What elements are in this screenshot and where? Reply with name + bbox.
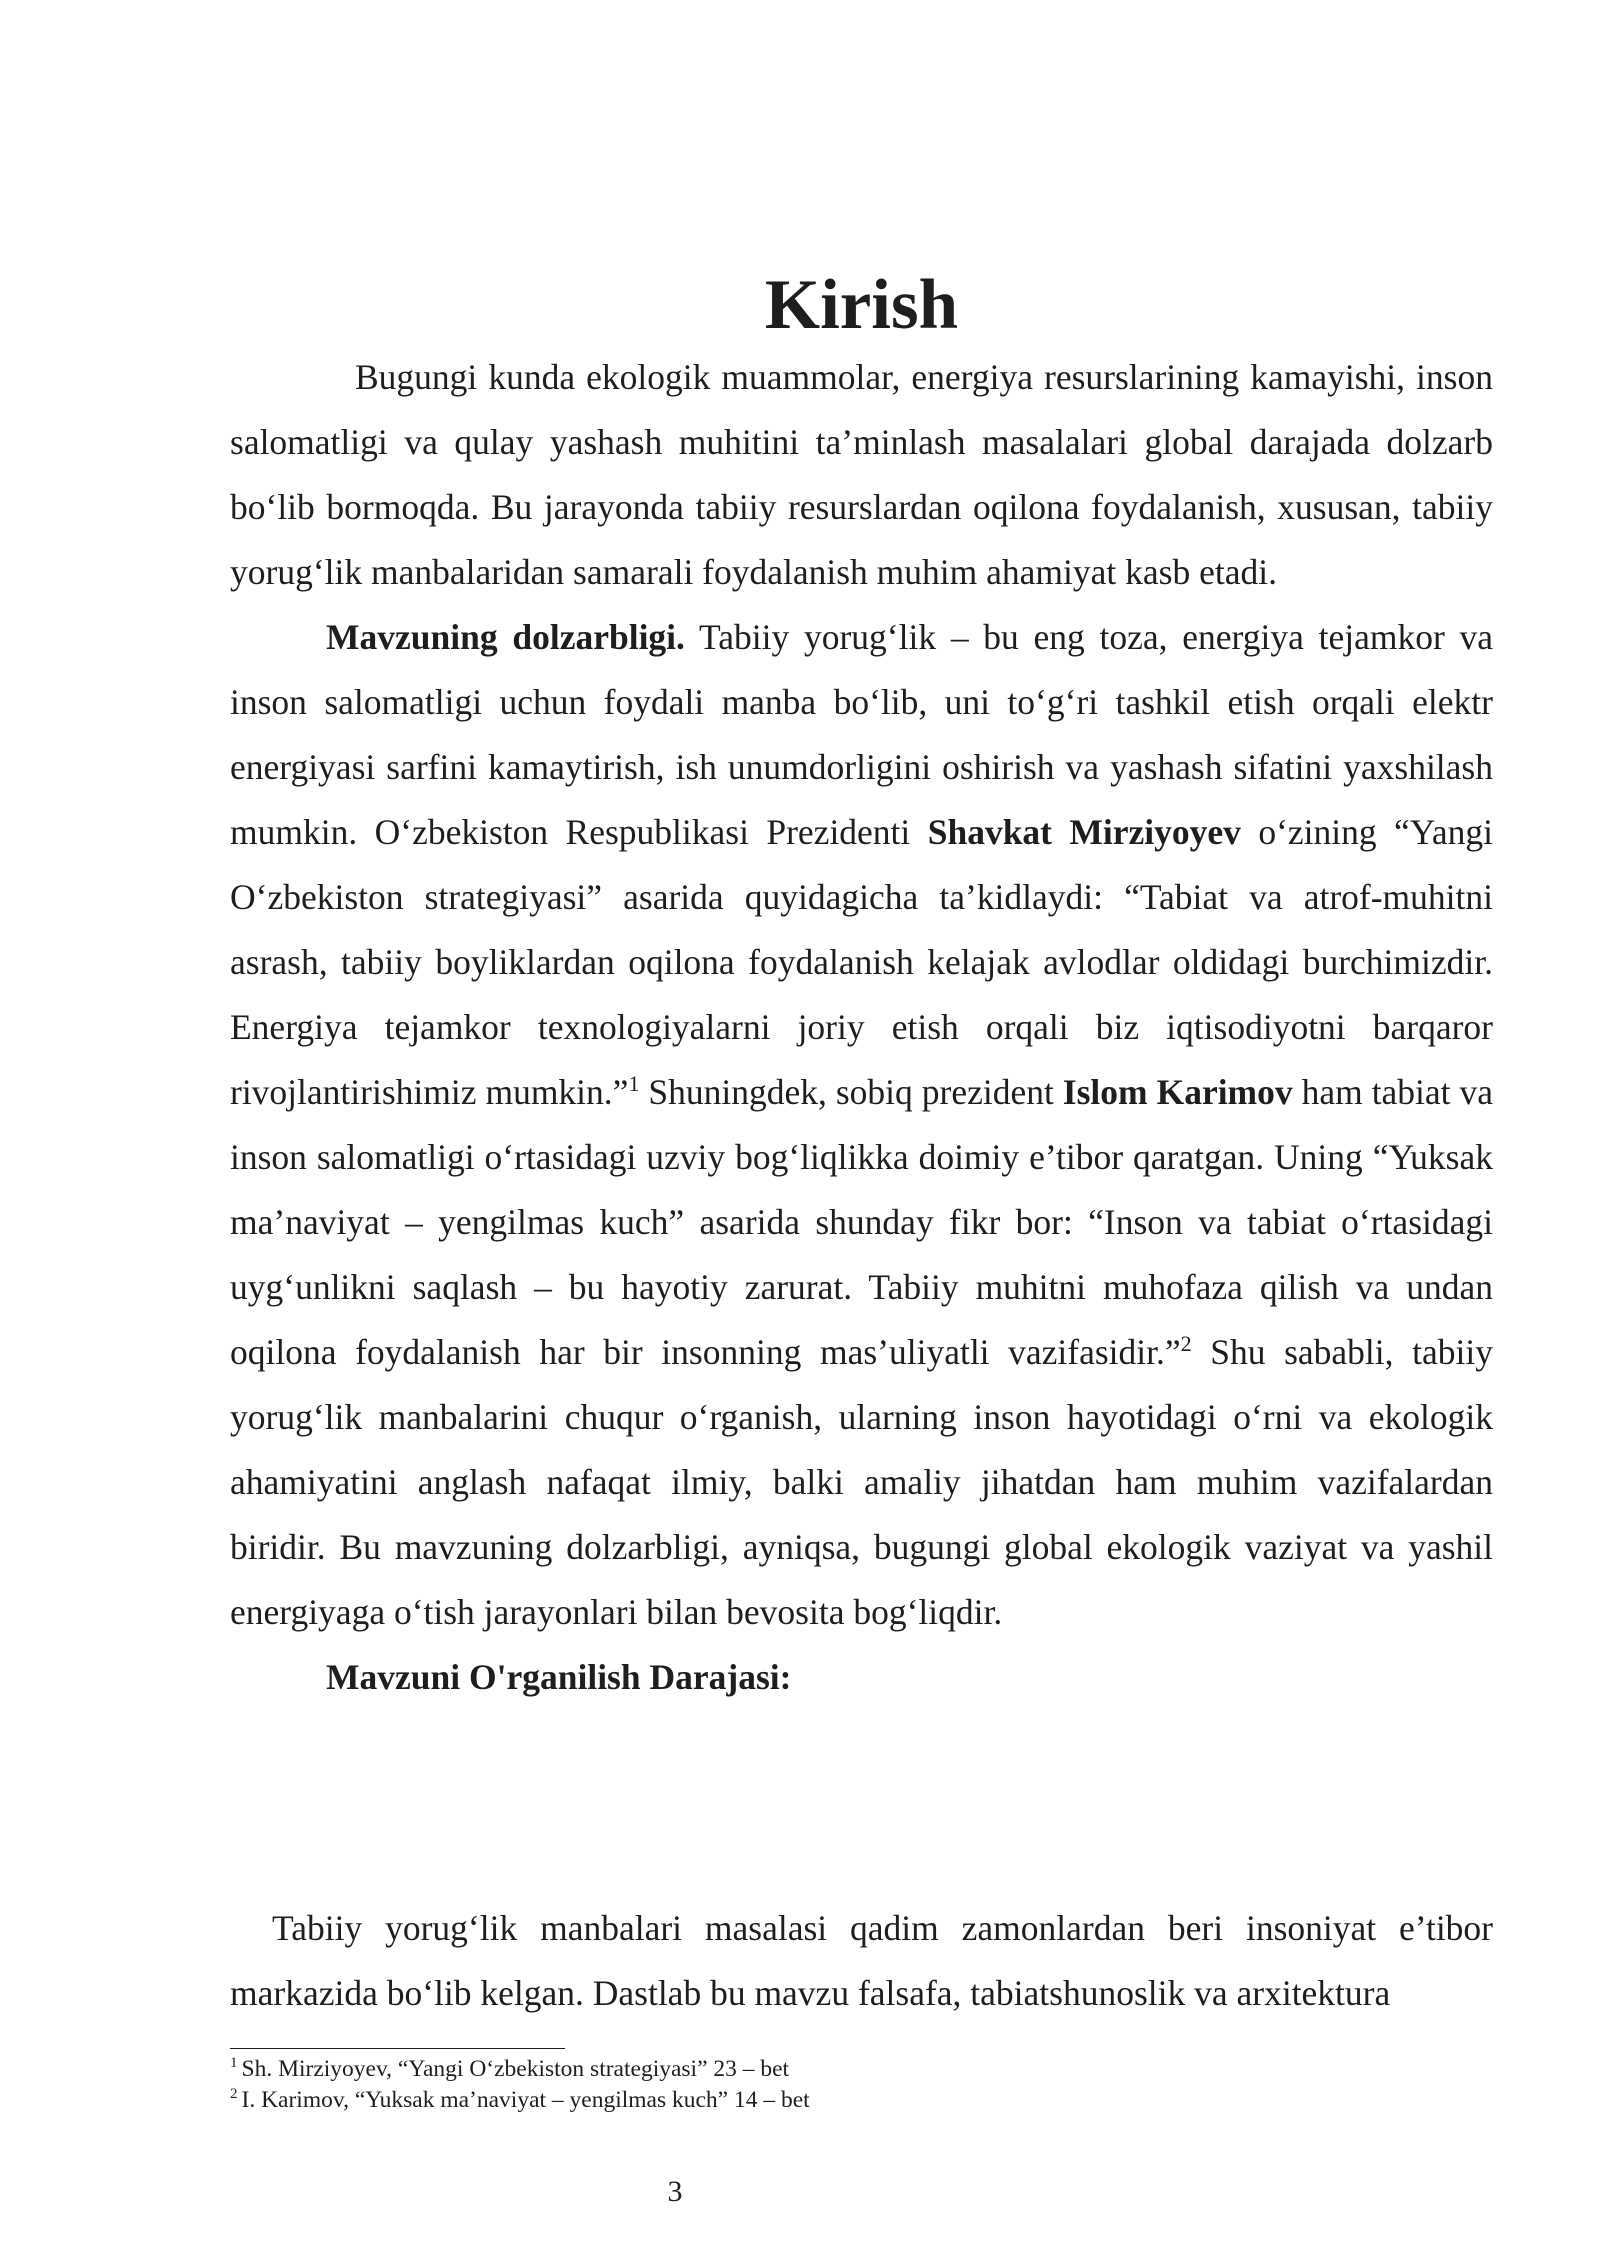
relevance-text-4: ham tabiat va inson salomatligi o‘rtasidagi uzviy bog‘liqlikka doimiy e’tibor qaratgan. Uning “Yuksak ma’naviyat – yengilmas kuch” asarida shunday fikr bor: “Inson va tabiat o‘rtasidagi uyg‘unlikni saqlash – bu hayotiy zarurat. Tabiiy muhitni muhofaza qilish va undan oqilona foydalanish har bir insonning mas’uliyatli vazifasidir.” [230,1072,1494,1372]
footnote-1 [230,2054,1493,2085]
footnote-mark-1: 1 [230,2055,238,2072]
relevance-text-5: Shu sababli, tabiiy yorug‘lik manbalarini chuqur o‘rganish, ularning inson hayotidagi o‘rni va ekologik ahamiyatini anglash nafaqat ilmiy, balki amaliy jihatdan ham muhim vazifalardan biridir. Bu mavzuning dolzarbligi, ayniqsa, bugungi global ekologik vaziyat va yashil energiyaga o‘tish jarayonlari bilan bevosita bog‘liqdir. [230,1332,1493,1632]
document-body [230,266,1494,1750]
relevance-text-3: Shuningdek, sobiq prezident [639,1072,1063,1112]
footnote-text-2: I. Karimov, “Yuksak ma’naviyat – yengilmas kuch” 14 – bet [241,2087,810,2113]
president-name: Shavkat Mirziyoyev [927,812,1241,852]
page-number: 3 [667,2175,683,2208]
section-heading: Kirish [764,266,959,344]
intro-paragraph: Bugungi kunda ekologik muammolar, energiya resurslarining kamayishi, inson salomatligi va qulay yashash muhitini ta’minlash masalalari global darajada dolzarb bo‘lib bormoqda. Bu jarayonda tabiiy resurslardan oqilona foydalanish, xususan, tabiiy yorug‘lik manbalaridan samarali foydalanish muhim ahamiyat kasb etadi. [230,357,1493,592]
footnote-mark-2: 2 [230,2086,238,2103]
relevance-label: Mavzuning dolzarbligi. [326,617,685,657]
footnotes [230,2054,1493,2116]
footnote-2 [230,2085,1493,2116]
relevance-text-1: Tabiiy yorug‘lik – bu eng toza, energiya tejamkor va inson salomatligi uchun foydali manba bo‘lib, uni to‘g‘ri tashkil etish orqali elektr energiyasi sarfini kamaytirish, ish unumdorligini oshirish va yashash sifatini yaxshilash mumkin. O‘zbekiston Respublikasi Prezidenti [230,617,1494,852]
study-level-heading: Mavzuni O'rganilish Darajasi: [326,1657,792,1697]
study-level-paragraph: Tabiiy yorug‘lik manbalari masalasi qadim zamonlardan beri insoniyat e’tibor markazida bo‘lib kelgan. Dastlab bu mavzu falsafa, tabiatshunoslik va arxitektura [230,1908,1493,2013]
footnote-ref-2[interactable]: 2 [1180,1331,1192,1357]
relevance-text-2: o‘zining “Yangi O‘zbekiston strategiyasi” asarida quyidagicha ta’kidlaydi: “Tabiat va atrof-muhitni asrash, tabiiy boyliklardan oqilona foydalanish kelajak avlodlar oldidagi burchimizdir. Energiya tejamkor texnologiyalarni joriy etish orqali biz iqtisodiyotni barqaror rivojlantirishimiz mumkin.” [230,812,1494,1112]
footnote-separator [230,2048,565,2049]
relevance-paragraph [230,605,1493,1645]
former-president-name: Islom Karimov [1062,1072,1293,1112]
footnote-text-1: Sh. Mirziyoyev, “Yangi O‘zbekiston strategiyasi” 23 – bet [241,2056,790,2082]
footnote-ref-1[interactable]: 1 [628,1071,640,1097]
